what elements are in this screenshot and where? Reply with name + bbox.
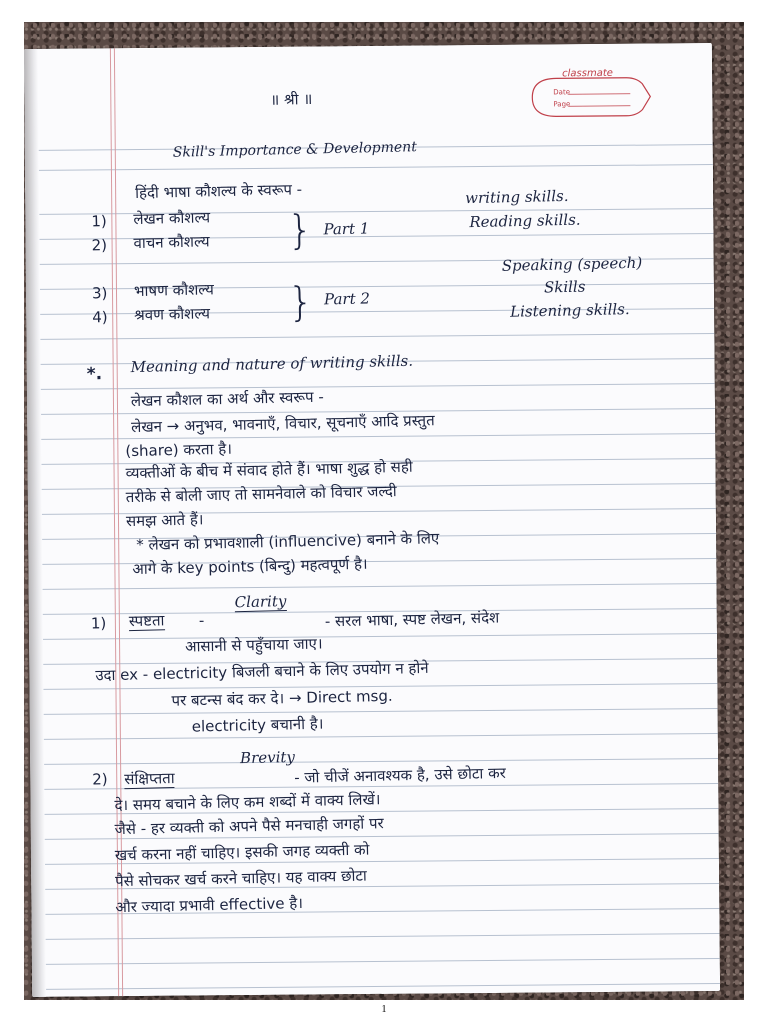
notebook-photo [24,22,744,1000]
writing-skills-label: writing skills. [464,186,569,208]
brevity-line: और ज्यादा प्रभावी effective है। [115,894,304,917]
brace-icon: } [286,207,314,254]
item-number: 3) [91,284,108,303]
skill-item-reading: वाचन कौशल्य [133,232,210,253]
brevity-line: खर्च करना नहीं चाहिए। इसकी जगह व्यक्ती को [114,840,370,865]
meaning-line: (share) करता है। [125,439,233,461]
page-number: 1 [381,1004,387,1015]
notebook-spine [24,49,46,997]
item-number: 4) [92,308,108,327]
stamp-date-label: Date [553,88,571,97]
clarity-line: आसानी से पहुँचाया जाए। [184,634,323,656]
section-bullet: *. [86,364,103,385]
example-line: पर बटन्स बंद कर दे। → Direct msg. [171,686,393,710]
page-title: Skill's Importance & Development [172,139,418,161]
clarity-desc: - सरल भाषा, स्पष्ट लेखन, संदेश [324,608,500,631]
meaning-line: लेखन कौशल का अर्थ और स्वरूप - [130,387,324,411]
meaning-line: लेखन → अनुभव, भावनाएँ, विचार, सूचनाएँ आदि प्रस्तुत [130,411,435,437]
clarity-english: Clarity [234,592,287,612]
brevity-line: जैसे - हर व्यक्ती को अपने पैसे मनचाही जगहों पर [114,814,384,839]
brevity-english: Brevity [239,747,296,768]
meaning-heading: Meaning and nature of writing skills. [130,351,414,377]
skill-item-speaking: भाषण कौशल्य [133,280,215,301]
dash: - [198,611,205,630]
skill-item-writing: लेखन कौशल्य [133,208,211,229]
meaning-line: व्यक्तीओं के बीच में संवाद होते हैं। भाषा शुद्ध हो सही [125,457,413,483]
skill-item-listening: श्रवण कौशल्य [133,304,211,325]
part-2-label: Part 2 [323,289,371,309]
reading-skills-label: Reading skills. [469,210,581,232]
item-number: 2) [91,236,108,255]
example-line: electricity बचानी है। [191,714,324,736]
notebook-page [24,43,720,997]
brevity-term: संक्षिप्तता [124,769,175,789]
brevity-line: पैसे सोचकर खर्च करने चाहिए। यह वाक्य छोटा [114,866,367,891]
meaning-line: तरीके से बोली जाए तो सामनेवाले को विचार जल्दी [125,482,397,507]
clarity-term: स्पष्टता [128,611,165,631]
invocation: ॥ श्री ॥ [270,89,313,109]
meaning-line: समझ आते हैं। [125,510,204,531]
classmate-brand-text: classmate [562,67,613,80]
item-number: 2) [92,770,108,789]
listening-skills-label: Listening skills. [509,300,630,321]
brevity-line: दे। समय बचाने के लिए कम शब्दों में वाक्य लिखें। [114,790,381,815]
part-1-label: Part 1 [323,219,370,239]
speaking-skills-label: Speaking (speech) [501,253,643,275]
meaning-line: * लेखन को प्रभावशाली (influencive) बनाने के लिए [135,529,440,555]
item-number: 1) [90,614,107,633]
meaning-line: आगे के key points (बिन्दु) महत्वपूर्ण है। [132,554,368,579]
brace-icon: } [287,279,315,326]
brevity-desc: - जो चीजें अनावश्यक है, उसे छोटा कर [294,763,506,787]
speaking-skills-label-2: Skills [543,277,586,297]
item-number: 1) [91,212,107,231]
skills-heading: हिंदी भाषा कौशल्य के स्वरूप - [134,180,303,203]
example-line: उदा ex - electricity बिजली बचाने के लिए उपयोग न होने [95,658,429,685]
stamp-page-label: Page [553,100,571,109]
